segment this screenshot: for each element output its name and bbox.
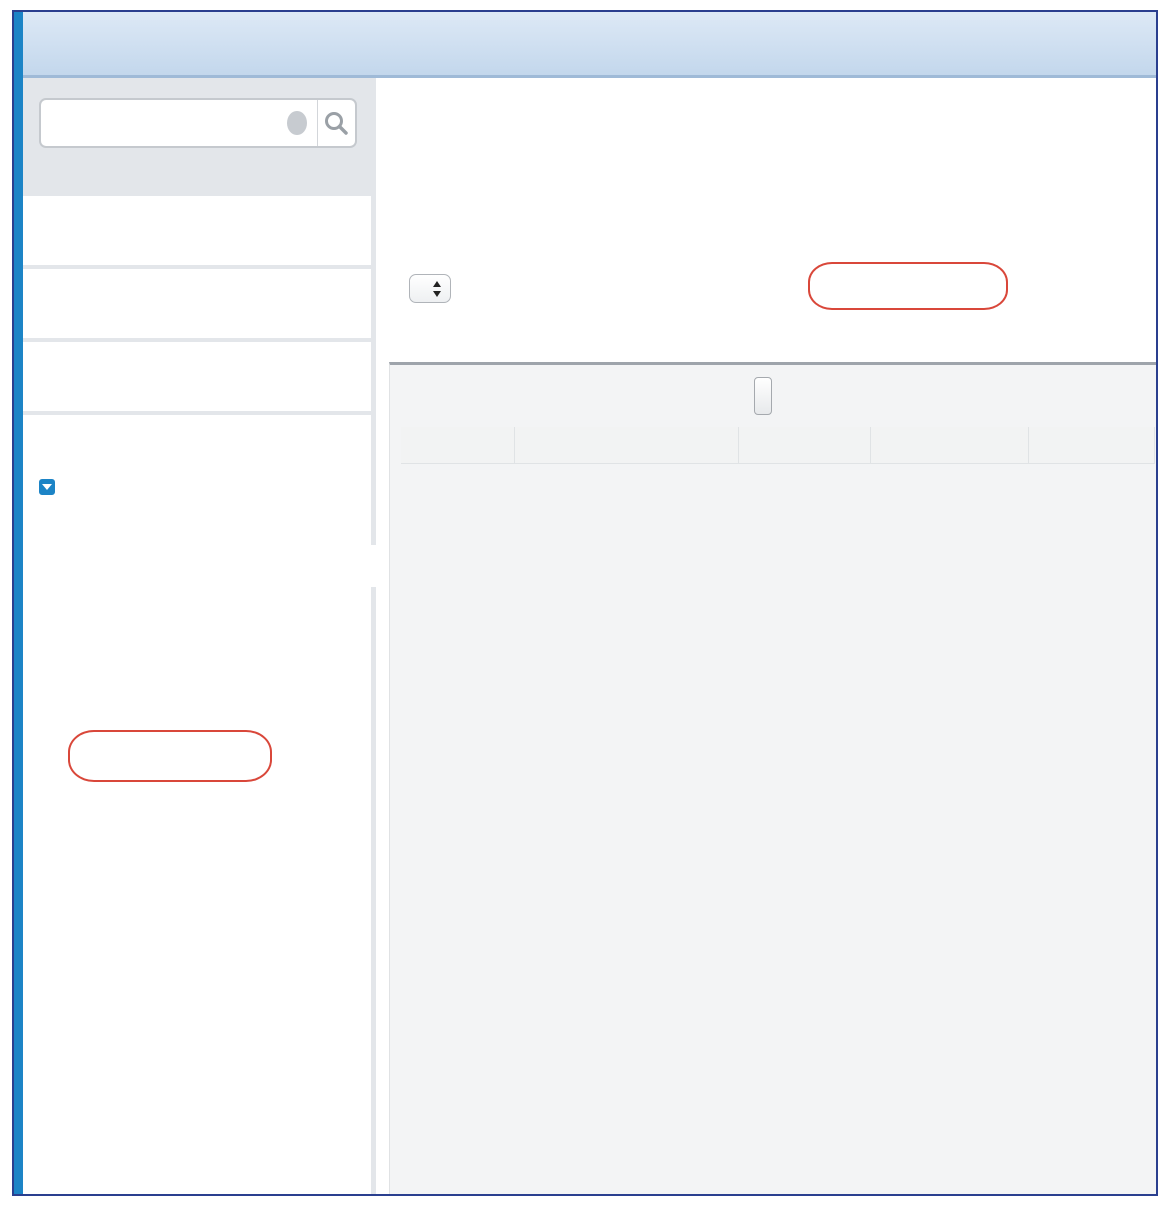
sidebar [23, 78, 371, 1194]
collapse-arrow-icon[interactable] [39, 479, 55, 495]
column-header-template-type[interactable] [738, 427, 870, 463]
folder-select[interactable] [409, 274, 451, 303]
left-accent-stripe [14, 12, 23, 1194]
folder-row [389, 274, 467, 303]
sidebar-section-force-com-home[interactable] [23, 338, 371, 411]
search-icon[interactable] [317, 100, 355, 146]
info-icon[interactable] [287, 111, 307, 135]
sidebar-item-communication-templates[interactable] [23, 471, 371, 503]
template-list-panel [389, 362, 1156, 1194]
administer-section [23, 411, 371, 635]
column-header-action [401, 427, 514, 463]
sub-item-email-templates[interactable] [23, 545, 385, 587]
top-nav-bar [23, 12, 1156, 78]
administer-title [23, 435, 371, 471]
sub-item-mail-merge-templates[interactable] [23, 587, 371, 629]
table-header-row [401, 427, 1154, 463]
sidebar-section-salesforce1-quick-start[interactable] [23, 265, 371, 338]
select-updown-icon [432, 279, 442, 299]
email-template-table [401, 427, 1155, 464]
sub-item-letterheads[interactable] [23, 503, 371, 545]
quick-find-box [39, 98, 357, 148]
new-template-button[interactable] [754, 377, 772, 415]
sidebar-section-lightning-experience[interactable] [23, 192, 371, 265]
column-header-description [1028, 427, 1154, 463]
column-header-template-name[interactable] [514, 427, 738, 463]
app-frame [12, 10, 1158, 1196]
column-header-available-for-use[interactable] [870, 427, 1028, 463]
expand-collapse-row [341, 162, 351, 182]
sidebar-search-area [23, 78, 371, 192]
main-content [376, 78, 1156, 1194]
quick-find-input[interactable] [41, 100, 287, 146]
